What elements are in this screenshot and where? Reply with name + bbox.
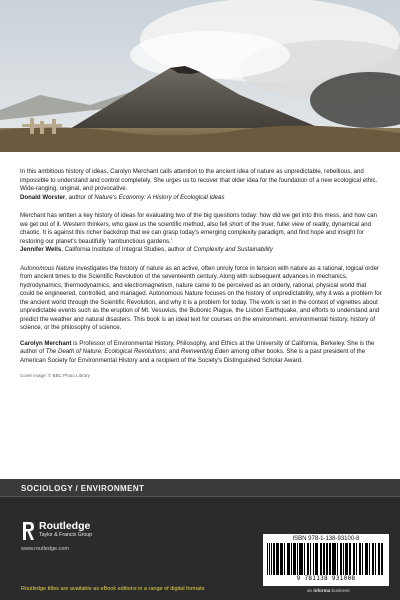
barcode-bar xyxy=(315,543,316,575)
publisher-band xyxy=(0,479,400,600)
author-bio xyxy=(20,340,382,366)
barcode-bar xyxy=(295,543,296,575)
barcode-bar xyxy=(354,543,355,575)
quote-work: Nature's Economy: A History of Ecological Ideas xyxy=(94,193,225,201)
barcode-bar xyxy=(329,543,330,575)
barcode-bar xyxy=(379,543,380,575)
barcode-bar xyxy=(297,543,298,575)
informa-prefix: an xyxy=(307,588,314,593)
publisher-url: www.routledge.com xyxy=(21,546,69,552)
publisher-group: Taylor & Francis Group xyxy=(39,532,93,538)
quote-text: In this ambitious history of ideas, Carolyn Merchant calls attention to the ancient idea of nature as unpredictable, rebellious, and impossible to understand and control completely. She urges us to recover that older idea for the foundation of a new ecological ethic. Wide-ranging, original, and provocative. xyxy=(20,168,378,192)
quote-attribution xyxy=(20,194,382,203)
barcode-bar xyxy=(347,543,348,575)
barcode-bar xyxy=(349,543,351,575)
barcode xyxy=(267,543,385,575)
barcode-bar xyxy=(356,543,357,575)
description-text: investigates the history of nature as an active, often unruly force in tension with nature as a rational, logical order from ancient times to the Scientific Revolution of the seventeenth century. Along with subsequent advances in mechanics, hydrodynamics, thermodynamics, and electromagnetism, nature came to be perceived as an orderly, rational, physical world that could be engineered, controlled, and managed. Autonomous Nature focuses on the history of unpredictability, why it was a problem for the ancient world through the Scientific Revolution, and why it is a problem for today. The work is set in the context of vignettes about unpredictable events such as the eruption of Mt. Vesuvius, the Bubonic Plague, the Lisbon Earthquake, and efforts to understand and predict the weather and natural disasters. This book is an ideal text for courses on the environment, environmental history, history of science, or the philosophy of science. xyxy=(20,264,382,331)
book-title: Autonomous Nature xyxy=(20,264,75,272)
barcode-bar xyxy=(337,543,338,575)
publisher-logo xyxy=(21,521,92,541)
barcode-bar xyxy=(276,543,277,575)
quote-affiliation: , California Institute of Integral Studies, author of xyxy=(61,246,194,253)
barcode-bar xyxy=(304,543,305,575)
bio-work: The Death of Nature; Ecological Revolutions xyxy=(45,348,166,355)
informa-suffix: business xyxy=(330,588,350,593)
endorsement-quote xyxy=(20,168,382,202)
barcode-bar xyxy=(316,543,318,575)
barcode-bar xyxy=(288,543,290,575)
barcode-bar xyxy=(282,543,283,575)
isbn-label: ISBN 978-1-138-93100-8 xyxy=(292,536,360,542)
cover-photo xyxy=(0,0,400,152)
barcode-bar xyxy=(269,543,270,575)
barcode-bar xyxy=(333,543,335,575)
publisher-name: Routledge xyxy=(39,520,91,532)
bio-text: ; and xyxy=(165,348,181,355)
book-description xyxy=(20,265,382,333)
barcode-bar xyxy=(277,543,278,575)
quote-work: Complexity and Sustainability xyxy=(193,246,273,253)
barcode-bar xyxy=(381,543,383,575)
barcode-bar xyxy=(308,543,309,575)
barcode-bar xyxy=(291,543,292,575)
barcode-bar xyxy=(341,543,342,575)
barcode-bar xyxy=(310,543,311,575)
barcode-bar xyxy=(271,543,272,575)
bio-text: among other books. She is a past president of the American Society for Environmental History and a recipient of the Society's Distinguished Scholar Award. xyxy=(20,348,366,364)
bio-work: Reinventing Eden xyxy=(180,348,230,355)
ebook-availability-note: Routledge titles are available as eBook editions in a range of digital formats xyxy=(21,586,205,592)
author-name: Carolyn Merchant xyxy=(20,339,72,347)
subject-category: SOCIOLOGY / ENVIRONMENT xyxy=(0,479,400,497)
barcode-bar xyxy=(321,543,322,575)
informa-business-note xyxy=(307,588,350,593)
barcode-bar xyxy=(284,543,285,575)
barcode-bar xyxy=(360,543,361,575)
back-cover-text xyxy=(20,168,382,381)
volcano-landscape-image xyxy=(0,0,400,152)
barcode-bar xyxy=(373,543,374,575)
barcode-bar xyxy=(327,543,328,575)
barcode-bar xyxy=(301,543,303,575)
barcode-bar xyxy=(375,543,376,575)
quote-text: Merchant has written a key history of ideas for evaluating two of the big questions today: how did we get into this mess, and how can we get out of it. Western thinkers, who gave us the scientific method, also fell short of the truer, fuller view of reality, dynamical and chaotic. It is against this richer backdrop that we can grasp today's emerging complexity paradigm, and find hope and insight for restoring our planet's beautifully 'rambunctious gardens.' xyxy=(20,212,378,245)
barcode-bar xyxy=(367,543,368,575)
barcode-bar xyxy=(343,543,344,575)
quote-author: Jennifer Wells xyxy=(20,246,62,253)
barcode-bar xyxy=(323,543,324,575)
routledge-r-icon xyxy=(21,521,35,541)
quote-author: Donald Worster xyxy=(20,193,66,201)
isbn-barcode-box xyxy=(263,534,389,586)
barcode-bar xyxy=(362,543,363,575)
endorsement-quote xyxy=(20,212,382,255)
barcode-bar xyxy=(369,543,370,575)
quote-attribution xyxy=(20,246,382,255)
quote-affiliation: , author of xyxy=(65,193,95,201)
cover-image-credit: Cover image: © BBC Photo Library xyxy=(20,373,90,378)
barcode-number: 9 781138 931008 xyxy=(296,575,356,582)
bio-text: is Professor of Environmental History, Philosophy, and Ethics at the University of California, Berkeley. She is the author of xyxy=(20,339,375,355)
informa-word: informa xyxy=(313,588,331,593)
